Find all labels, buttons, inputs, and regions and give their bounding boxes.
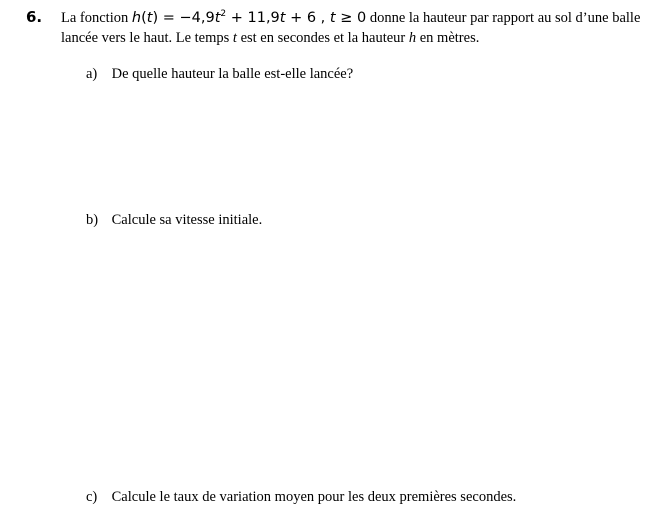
var-t: t (232, 30, 237, 46)
subquestion-b (86, 212, 262, 229)
question-statement (61, 8, 651, 48)
statement-text-1: donne la hauteur par rapport au sol d’une balle lancée vers le haut. Le temps (61, 10, 641, 46)
formula-paren-close: ) (152, 10, 159, 26)
subquestion-text: De quelle hauteur la balle est-elle lancée? (111, 66, 354, 82)
formula-comma: , (316, 10, 330, 26)
subquestion-text: Calcule sa vitesse initiale. (111, 212, 263, 228)
formula-equals: = (158, 10, 180, 26)
subquestion-text: Calcule le taux de variation moyen pour les deux premières secondes. (111, 489, 517, 505)
subquestion-label: b) (86, 212, 99, 228)
formula-paren-open: ( (141, 10, 147, 26)
intro-text: La fonction (61, 10, 129, 26)
formula-coef2: 11,9 (247, 10, 280, 26)
statement-text-2: est en secondes et la hauteur (236, 30, 409, 46)
function-formula (132, 10, 366, 26)
var-h: h (408, 30, 417, 46)
formula-var2: t (279, 10, 286, 26)
formula-var: t (146, 10, 153, 26)
statement-text-3: en mètres. (416, 30, 480, 46)
formula-fn: h (131, 10, 142, 26)
formula-condition: ≥ 0 (335, 10, 367, 26)
formula-cond-var: t (329, 10, 336, 26)
formula-var1: t (214, 10, 221, 26)
formula-constant: + 6 (285, 10, 317, 26)
subquestion-a (86, 66, 353, 83)
formula-plus: + (226, 10, 248, 26)
subquestion-label: a) (86, 66, 98, 82)
formula-exponent: 2 (220, 9, 227, 19)
question-number: 6. (26, 8, 43, 26)
formula-coef1: −4,9 (179, 10, 215, 26)
subquestion-label: c) (86, 489, 98, 505)
subquestion-c (86, 489, 516, 506)
